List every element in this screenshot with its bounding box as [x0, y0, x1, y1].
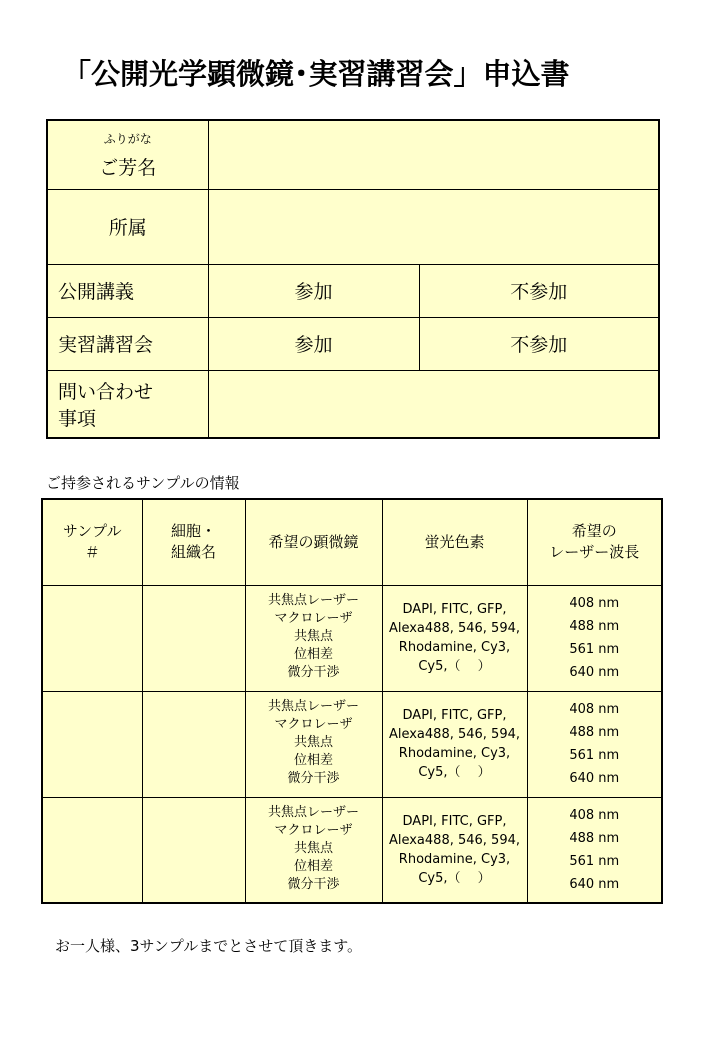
inquiry-label-line1: 問い合わせ	[58, 380, 154, 403]
microscope-options	[245, 585, 382, 691]
sample-limit-note: お一人様、3サンプルまでとさせて頂きます。	[55, 937, 362, 955]
microscope-option[interactable]: 微分干渉	[287, 664, 340, 680]
dye-line: DAPI, FITC, GFP,	[402, 813, 507, 829]
microscope-option[interactable]: マクロレーザ	[274, 610, 353, 626]
microscope-option[interactable]: 共焦点	[293, 734, 333, 750]
sample-number-cell[interactable]	[42, 585, 142, 691]
wavelength-options	[527, 585, 662, 691]
sample-number-header-line1: サンプル	[62, 522, 122, 541]
practical-attend[interactable]: 参加	[208, 317, 419, 370]
cell-name-header	[142, 499, 245, 585]
wavelength-option[interactable]: 640 nm	[569, 770, 620, 786]
microscope-option[interactable]: 共焦点	[293, 628, 333, 644]
public-lecture-attend[interactable]: 参加	[208, 264, 419, 317]
sample-row	[42, 797, 662, 903]
dye-line: Alexa488, 546, 594,	[388, 727, 521, 742]
inquiry-label-line2: 事項	[58, 407, 97, 430]
name-label-cell	[47, 120, 208, 189]
microscope-option[interactable]: マクロレーザ	[274, 716, 353, 732]
wavelength-option[interactable]: 488 nm	[569, 830, 620, 846]
wavelength-option[interactable]: 561 nm	[569, 641, 620, 657]
wavelength-option[interactable]: 408 nm	[569, 595, 620, 611]
dye-line: Rhodamine, Cy3,	[398, 746, 511, 761]
wavelength-option[interactable]: 561 nm	[569, 853, 620, 869]
dye-options	[382, 585, 527, 691]
dye-header: 蛍光色素	[382, 499, 527, 585]
page-title: 「公開光学顕微鏡･実習講習会」申込書	[62, 57, 570, 91]
microscope-option[interactable]: 共焦点レーザー	[267, 592, 359, 608]
microscope-option[interactable]: 位相差	[293, 858, 333, 874]
wavelength-option[interactable]: 488 nm	[569, 618, 620, 634]
sample-table	[41, 498, 663, 904]
dye-line: Alexa488, 546, 594,	[388, 832, 521, 848]
wavelength-options	[527, 797, 662, 903]
wavelength-option[interactable]: 408 nm	[569, 701, 620, 717]
furigana-label: ふりがな	[103, 131, 152, 146]
wavelength-option[interactable]: 640 nm	[569, 664, 620, 680]
affiliation-label: 所属	[47, 189, 208, 264]
dye-line: Cy5,（ ）	[418, 870, 491, 886]
sample-number-header	[42, 499, 142, 585]
microscope-option[interactable]: 共焦点	[293, 840, 333, 856]
inquiry-row	[47, 370, 659, 438]
sample-row	[42, 585, 662, 691]
samples-heading: ご持参されるサンプルの情報	[46, 474, 240, 492]
dye-options	[382, 691, 527, 797]
sample-row	[42, 691, 662, 797]
microscope-header: 希望の顕微鏡	[245, 499, 382, 585]
sample-header-row	[42, 499, 662, 585]
wavelength-option[interactable]: 488 nm	[569, 724, 620, 740]
dye-line: Cy5,（ ）	[418, 765, 491, 780]
microscope-option[interactable]: 共焦点レーザー	[267, 804, 359, 820]
wavelength-option[interactable]: 561 nm	[569, 747, 620, 763]
public-lecture-not-attend[interactable]: 不参加	[419, 264, 659, 317]
sample-number-cell[interactable]	[42, 691, 142, 797]
microscope-options	[245, 797, 382, 903]
sample-number-header-line2: ＃	[84, 543, 100, 562]
practical-not-attend[interactable]: 不参加	[419, 317, 659, 370]
dye-line: Rhodamine, Cy3,	[398, 640, 511, 655]
cell-name-header-line1: 細胞・	[170, 522, 216, 541]
dye-line: Alexa488, 546, 594,	[388, 621, 521, 636]
cell-name-cell[interactable]	[142, 585, 245, 691]
microscope-options	[245, 691, 382, 797]
public-lecture-label: 公開講義	[47, 264, 208, 317]
microscope-option[interactable]: マクロレーザ	[274, 822, 353, 838]
inquiry-input-cell[interactable]	[208, 370, 659, 438]
dye-line: DAPI, FITC, GFP,	[402, 602, 507, 617]
microscope-option[interactable]: 位相差	[293, 752, 333, 768]
dye-line: DAPI, FITC, GFP,	[402, 708, 507, 723]
microscope-option[interactable]: 微分干渉	[287, 770, 340, 786]
microscope-option[interactable]: 位相差	[293, 646, 333, 662]
wavelength-options	[527, 691, 662, 797]
wavelength-option[interactable]: 408 nm	[569, 807, 620, 823]
dye-line: Rhodamine, Cy3,	[398, 851, 511, 867]
practical-label: 実習講習会	[47, 317, 208, 370]
wavelength-option[interactable]: 640 nm	[569, 876, 620, 892]
name-row	[47, 120, 659, 189]
microscope-option[interactable]: 微分干渉	[287, 876, 340, 892]
sample-number-cell[interactable]	[42, 797, 142, 903]
cell-name-header-line2: 組織名	[170, 543, 216, 562]
wavelength-header-line2: レーザー波長	[549, 543, 640, 562]
dye-options	[382, 797, 527, 903]
wavelength-header-line1: 希望の	[571, 522, 617, 541]
microscope-option[interactable]: 共焦点レーザー	[267, 698, 359, 714]
name-input-cell[interactable]	[208, 120, 659, 189]
cell-name-cell[interactable]	[142, 691, 245, 797]
dye-line: Cy5,（ ）	[418, 659, 491, 674]
affiliation-input-cell[interactable]	[208, 189, 659, 264]
public-lecture-row	[47, 264, 659, 317]
application-table	[46, 119, 660, 439]
inquiry-label-cell	[47, 370, 208, 438]
practical-row	[47, 317, 659, 370]
affiliation-row	[47, 189, 659, 264]
name-label: ご芳名	[99, 156, 157, 179]
wavelength-header	[527, 499, 662, 585]
cell-name-cell[interactable]	[142, 797, 245, 903]
